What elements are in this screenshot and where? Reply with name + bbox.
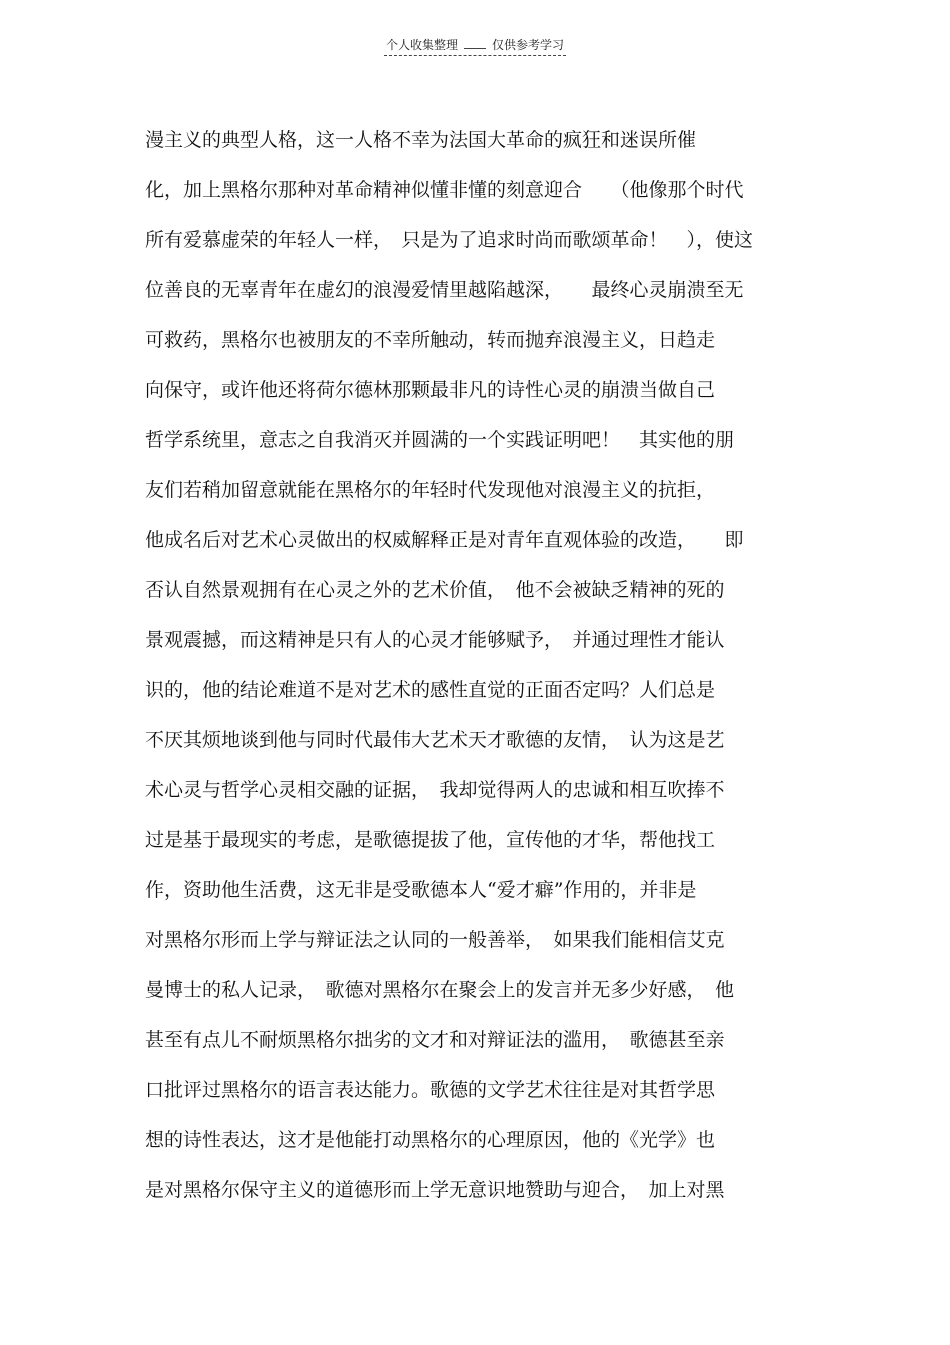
text-line: 术心灵与哲学心灵相交融的证据， 我却觉得两人的忠诚和相互吹捧不 (145, 779, 725, 801)
text-line: 向保守，或许他还将荷尔德林那颗最非凡的诗性心灵的崩溃当做自己 (145, 379, 716, 401)
text-line: 景观震撼，而这精神是只有人的心灵才能够赋予， 并通过理性才能认 (145, 629, 725, 651)
text-line: 甚至有点儿不耐烦黑格尔拙劣的文才和对辩证法的滥用， 歌德甚至亲 (145, 1029, 725, 1051)
text-line: 识的，他的结论难道不是对艺术的感性直觉的正面否定吗？人们总是 (145, 679, 716, 701)
text-line: 化，加上黑格尔那种对革命精神似懂非懂的刻意迎合 （他像那个时代 (145, 179, 744, 201)
text-line: 口批评过黑格尔的语言表达能力。歌德的文学艺术往往是对其哲学思 (145, 1079, 716, 1101)
header-separator (464, 36, 486, 49)
text-line: 否认自然景观拥有在心灵之外的艺术价值， 他不会被缺乏精神的死的 (145, 579, 725, 601)
text-line: 是对黑格尔保守主义的道德形而上学无意识地赞助与迎合， 加上对黑 (145, 1179, 725, 1201)
text-line: 所有爱慕虚荣的年轻人一样， 只是为了追求时尚而歌颂革命！ ），使这 (145, 229, 754, 251)
text-line: 哲学系统里，意志之自我消灭并圆满的一个实践证明吧！ 其实他的朋 (145, 429, 735, 451)
document-body (145, 122, 825, 1222)
text-line: 曼博士的私人记录， 歌德对黑格尔在聚会上的发言并无多少好感， 他 (145, 979, 735, 1001)
text-line: 作，资助他生活费，这无非是受歌德本人“爱才癖”作用的，并非是 (145, 879, 697, 901)
text-line: 可救药，黑格尔也被朋友的不幸所触动，转而抛弃浪漫主义，日趋走 (145, 329, 716, 351)
text-line: 不厌其烦地谈到他与同时代最伟大艺术天才歌德的友情， 认为这是艺 (145, 729, 725, 751)
text-line: 他成名后对艺术心灵做出的权威解释正是对青年直观体验的改造， 即 (145, 529, 744, 551)
text-line: 过是基于最现实的考虑，是歌德提拔了他，宣传他的才华，帮他找工 (145, 829, 716, 851)
header-right-text: 仅供参考学习 (492, 38, 565, 52)
header-left-text: 个人收集整理 (385, 38, 458, 52)
text-line: 友们若稍加留意就能在黑格尔的年轻时代发现他对浪漫主义的抗拒， (145, 479, 716, 501)
text-line: 对黑格尔形而上学与辩证法之认同的一般善举， 如果我们能相信艾克 (145, 929, 725, 951)
header-watermark (384, 36, 566, 56)
text-line: 漫主义的典型人格，这一人格不幸为法国大革命的疯狂和迷误所催 (145, 129, 697, 151)
text-line: 想的诗性表达，这才是他能打动黑格尔的心理原因，他的《光学》也 (145, 1129, 716, 1151)
text-line: 位善良的无辜青年在虚幻的浪漫爱情里越陷越深， 最终心灵崩溃至无 (145, 279, 744, 301)
page-header (0, 36, 950, 56)
